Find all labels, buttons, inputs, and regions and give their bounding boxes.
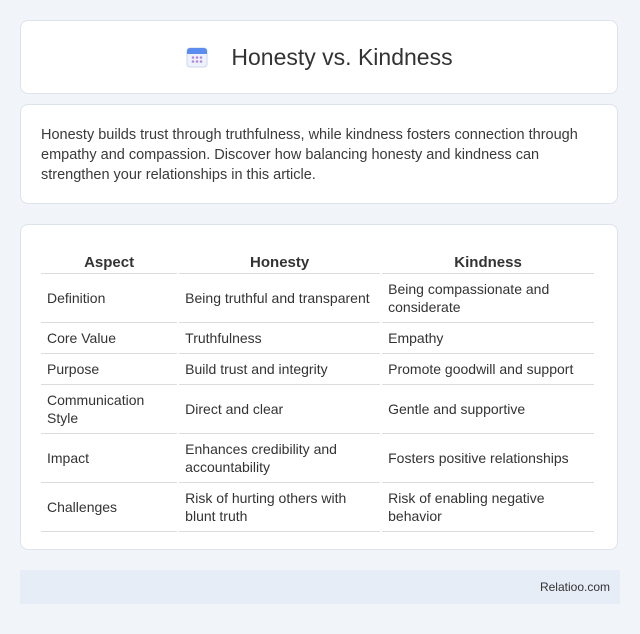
table-cell: Core Value	[41, 323, 177, 354]
table-cell: Being truthful and transparent	[179, 274, 380, 323]
table-header-row	[41, 245, 594, 274]
table-cell: Empathy	[382, 323, 594, 354]
intro-card	[20, 104, 618, 204]
comparison-card	[20, 224, 618, 550]
table-cell: Risk of hurting others with blunt truth	[179, 483, 380, 532]
comparison-table	[39, 245, 596, 532]
table-cell: Direct and clear	[179, 385, 380, 434]
table-cell: Challenges	[41, 483, 177, 532]
footer	[20, 570, 620, 604]
header-honesty: Honesty	[179, 245, 380, 274]
table-row	[41, 323, 594, 354]
table-row	[41, 434, 594, 483]
table-row	[41, 385, 594, 434]
table-cell: Build trust and integrity	[179, 354, 380, 385]
table-row	[41, 483, 594, 532]
table-cell: Promote goodwill and support	[382, 354, 594, 385]
table-cell: Fosters positive relationships	[382, 434, 594, 483]
calendar-icon	[185, 45, 209, 69]
table-cell: Impact	[41, 434, 177, 483]
table-cell: Truthfulness	[179, 323, 380, 354]
intro-text: Honesty builds trust through truthfulness, while kindness fosters connection through empathy and compassion. Discover how balancing honesty and kindness can strengthen your relationships in this article.	[41, 127, 578, 183]
footer-site-name: Relatioo.com	[539, 580, 610, 594]
table-cell: Communication Style	[41, 385, 177, 434]
table-cell: Purpose	[41, 354, 177, 385]
header	[185, 44, 452, 71]
table-cell: Gentle and supportive	[382, 385, 594, 434]
table-cell: Risk of enabling negative behavior	[382, 483, 594, 532]
table-cell: Definition	[41, 274, 177, 323]
table-cell: Being compassionate and considerate	[382, 274, 594, 323]
page-title: Honesty vs. Kindness	[231, 43, 453, 70]
header-kindness: Kindness	[382, 245, 594, 274]
header-aspect: Aspect	[41, 245, 177, 274]
header-card	[20, 20, 618, 94]
table-row	[41, 274, 594, 323]
table-row	[41, 354, 594, 385]
table-cell: Enhances credibility and accountability	[179, 434, 380, 483]
